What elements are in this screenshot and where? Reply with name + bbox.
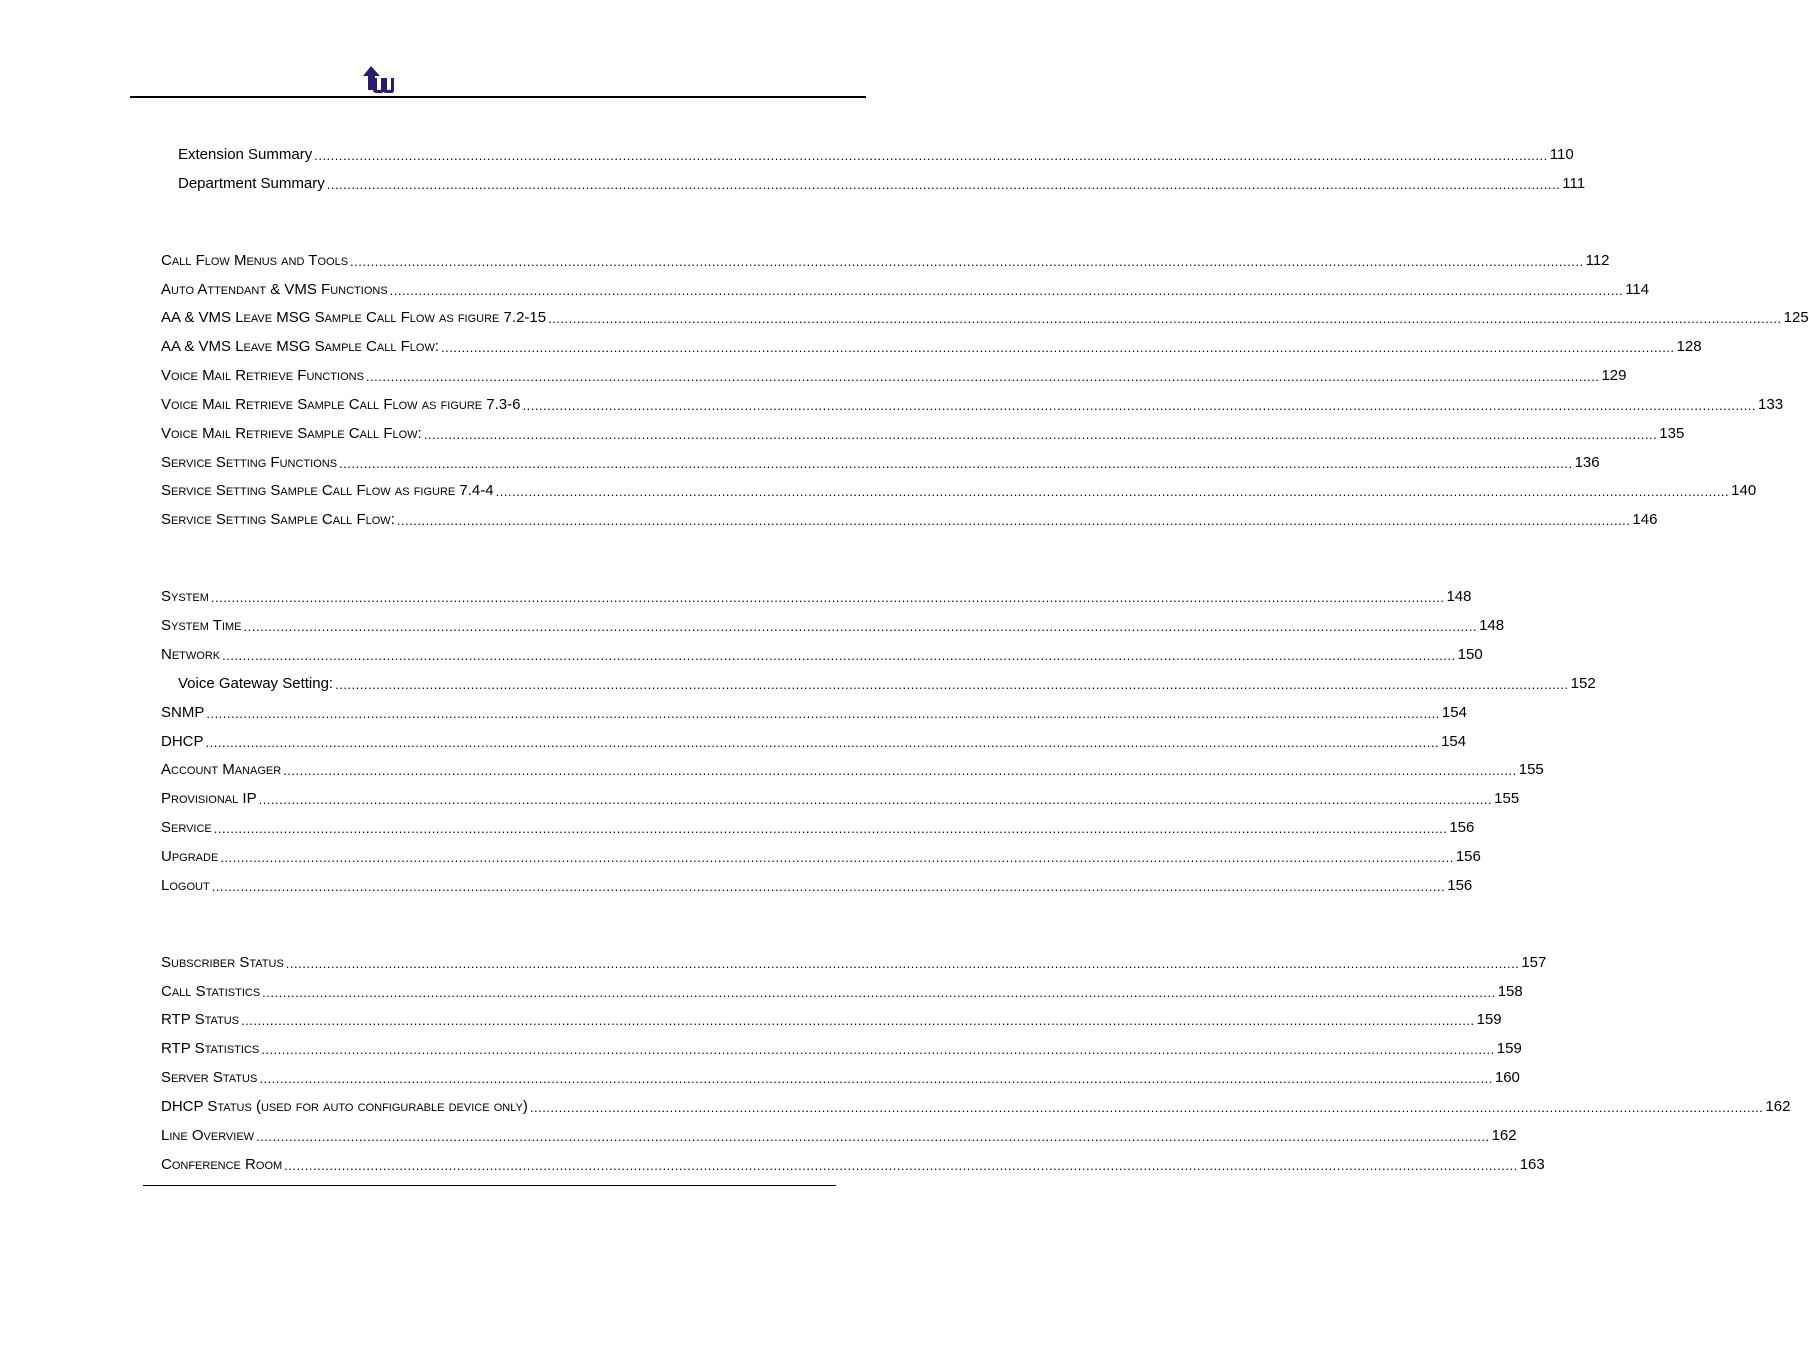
toc-entry-call-statistics[interactable] [161,982,1523,1002]
toc-leader-dots: ............................................................................................................................................................................................................................................................................................................ [529,1100,1764,1115]
toc-entry-page: 136 [1574,454,1600,471]
toc-entry-title: Subscriber Status [161,954,284,971]
toc-leader-dots: ............................................................................................................................................................................................................................................................................................................ [211,879,1446,894]
toc-entry-page: 155 [1518,761,1544,778]
toc-entry-page: 114 [1625,281,1650,298]
toc-entry-title: RTP Statistics [161,1040,260,1057]
toc-entry-dhcp-status[interactable] [161,1097,1791,1117]
toc-leader-dots: ............................................................................................................................................................................................................................................................................................................ [284,1158,1518,1173]
toc-entry-title: System [161,588,209,605]
toc-entry-service[interactable] [161,818,1475,838]
toc-entry-page: 111 [1562,175,1586,192]
toc-entry-title: SNMP [161,704,205,721]
toc-entry-page: 133 [1758,396,1784,413]
toc-entry-title: Service Setting Functions [161,454,338,471]
toc-leader-dots: ............................................................................................................................................................................................................................................................................................................ [335,677,1569,692]
toc-entry-page: 154 [1441,733,1467,750]
toc-leader-dots: ............................................................................................................................................................................................................................................................................................................ [339,456,1573,471]
toc-entry-page: 160 [1494,1069,1520,1086]
toc-leader-dots: ............................................................................................................................................................................................................................................................................................................ [241,1013,1475,1028]
toc-entry-title: Voice Mail Retrieve Sample Call Flow: [161,425,422,442]
toc-leader-dots: ............................................................................................................................................................................................................................................................................................................ [222,648,1456,663]
toc-entry-voice-mail-flow[interactable] [161,424,1685,444]
toc-leader-dots: ............................................................................................................................................................................................................................................................................................................ [326,177,1561,192]
toc-entry-title: RTP Status [161,1011,240,1028]
toc-leader-dots: ............................................................................................................................................................................................................................................................................................................ [243,619,1478,634]
toc-entry-page: 162 [1491,1127,1517,1144]
toc-entry-dhcp[interactable] [161,732,1467,752]
toc-entry-title: DHCP [161,733,204,750]
toc-entry-logout[interactable] [161,876,1473,896]
toc-leader-dots: ............................................................................................................................................................................................................................................................................................................ [495,484,1730,499]
toc-entry-rtp-status[interactable] [161,1010,1502,1030]
toc-entry-title: Server Status [161,1069,258,1086]
toc-leader-dots: ............................................................................................................................................................................................................................................................................................................ [548,311,1782,326]
toc-entry-service-setting-flow[interactable] [161,510,1658,530]
toc-entry-page: 152 [1570,675,1596,692]
toc-entry-page: 150 [1457,646,1483,663]
company-logo-icon [362,66,396,94]
toc-entry-page: 148 [1446,588,1472,605]
toc-entry-page: 158 [1497,983,1523,1000]
toc-leader-dots: ............................................................................................................................................................................................................................................................................................................ [350,254,1584,269]
toc-entry-provisional-ip[interactable] [161,789,1520,809]
toc-leader-dots: ............................................................................................................................................................................................................................................................................................................ [262,985,1496,1000]
toc-entry-network[interactable] [161,645,1483,665]
toc-entry-conference-room[interactable] [161,1155,1545,1175]
toc-leader-dots: ............................................................................................................................................................................................................................................................................................................ [210,590,1445,605]
toc-entry-title: Service [161,819,212,836]
toc-entry-page: 163 [1519,1156,1545,1173]
toc-entry-aa-vms-figure[interactable] [161,308,1809,328]
toc-entry-title: Voice Mail Retrieve Sample Call Flow as figure 7.3-6 [161,396,521,413]
toc-entry-title: Call Flow Menus and Tools [161,252,349,269]
toc-entry-page: 129 [1601,367,1627,384]
header-rule [130,96,866,98]
toc-entry-system[interactable] [161,587,1472,607]
toc-entry-snmp[interactable] [161,703,1467,723]
toc-entry-page: 135 [1659,425,1685,442]
toc-entry-title: Line Overview [161,1127,255,1144]
toc-entry-page: 154 [1441,704,1467,721]
toc-entry-title: Conference Room [161,1156,283,1173]
toc-entry-page: 148 [1479,617,1505,634]
toc-entry-page: 162 [1765,1098,1791,1115]
toc-entry-upgrade[interactable] [161,847,1481,867]
toc-entry-title: AA & VMS Leave MSG Sample Call Flow as figure 7.2-15 [161,309,547,326]
toc-entry-title: Department Summary [178,175,325,192]
toc-entry-rtp-statistics[interactable] [161,1039,1522,1059]
footer-rule [143,1185,836,1186]
toc-entry-service-setting-functions[interactable] [161,453,1600,473]
toc-entry-title: Voice Gateway Setting: [178,675,334,692]
toc-leader-dots: ............................................................................................................................................................................................................................................................................................................ [205,735,1440,750]
toc-entry-server-status[interactable] [161,1068,1520,1088]
toc-entry-service-setting-figure[interactable] [161,481,1757,501]
toc-entry-page: 146 [1632,511,1658,528]
toc-entry-title: Auto Attendant & VMS Functions [161,281,388,298]
toc-leader-dots: ............................................................................................................................................................................................................................................................................................................ [261,1042,1495,1057]
toc-entry-page: 159 [1476,1011,1502,1028]
toc-entry-title: Account Manager [161,761,282,778]
toc-leader-dots: ............................................................................................................................................................................................................................................................................................................ [396,513,1631,528]
toc-entry-page: 156 [1455,848,1481,865]
toc-entry-title: Service Setting Sample Call Flow as figure 7.4-4 [161,482,494,499]
toc-entry-title: Upgrade [161,848,219,865]
toc-entry-page: 157 [1521,954,1547,971]
toc-entry-page: 125 [1783,309,1809,326]
toc-leader-dots: ............................................................................................................................................................................................................................................................................................................ [365,369,1600,384]
toc-entry-extension-summary[interactable] [178,145,1574,165]
toc-entry-account-manager[interactable] [161,760,1544,780]
toc-entry-page: 156 [1449,819,1475,836]
toc-entry-page: 155 [1494,790,1520,807]
toc-leader-dots: ............................................................................................................................................................................................................................................................................................................ [285,956,1520,971]
toc-entry-page: 140 [1731,482,1757,499]
toc-leader-dots: ............................................................................................................................................................................................................................................................................................................ [389,283,1624,298]
toc-entry-title: Service Setting Sample Call Flow: [161,511,395,528]
toc-entry-page: 112 [1585,252,1610,269]
toc-leader-dots: ............................................................................................................................................................................................................................................................................................................ [256,1129,1490,1144]
toc-leader-dots: ............................................................................................................................................................................................................................................................................................................ [213,821,1448,836]
toc-entry-title: Network [161,646,221,663]
toc-entry-voice-gateway-setting[interactable] [178,674,1596,694]
toc-leader-dots: ............................................................................................................................................................................................................................................................................................................ [258,792,1493,807]
toc-entry-subscriber-status[interactable] [161,953,1547,973]
toc-leader-dots: ............................................................................................................................................................................................................................................................................................................ [314,148,1548,163]
toc-entry-title: System Time [161,617,242,634]
toc-entry-aa-vms-flow[interactable] [161,337,1702,357]
toc-entry-auto-attendant[interactable] [161,280,1650,300]
toc-entry-page: 110 [1549,146,1574,163]
toc-entry-page: 128 [1676,338,1702,355]
toc-leader-dots: ............................................................................................................................................................................................................................................................................................................ [522,398,1757,413]
toc-entry-title: Call Statistics [161,983,261,1000]
toc-entry-call-flow-menus[interactable] [161,251,1610,271]
toc-entry-title: DHCP Status (used for auto configurable device only) [161,1098,528,1115]
toc-leader-dots: ............................................................................................................................................................................................................................................................................................................ [206,706,1440,721]
toc-leader-dots: ............................................................................................................................................................................................................................................................................................................ [220,850,1454,865]
toc-entry-title: Logout [161,877,210,894]
toc-leader-dots: ............................................................................................................................................................................................................................................................................................................ [441,340,1675,355]
toc-entry-page: 159 [1496,1040,1522,1057]
toc-leader-dots: ............................................................................................................................................................................................................................................................................................................ [259,1071,1493,1086]
toc-entry-system-time[interactable] [161,616,1505,636]
toc-entry-voice-mail-figure[interactable] [161,395,1784,415]
toc-entry-department-summary[interactable] [178,174,1586,194]
toc-entry-title: AA & VMS Leave MSG Sample Call Flow: [161,338,439,355]
toc-entry-voice-mail-functions[interactable] [161,366,1627,386]
toc-leader-dots: ............................................................................................................................................................................................................................................................................................................ [423,427,1658,442]
toc-entry-title: Provisional IP [161,790,257,807]
toc-entry-title: Extension Summary [178,146,313,163]
toc-entry-title: Voice Mail Retrieve Functions [161,367,364,384]
toc-entry-page: 156 [1447,877,1473,894]
toc-leader-dots: ............................................................................................................................................................................................................................................................................................................ [283,763,1517,778]
toc-entry-line-overview[interactable] [161,1126,1517,1146]
